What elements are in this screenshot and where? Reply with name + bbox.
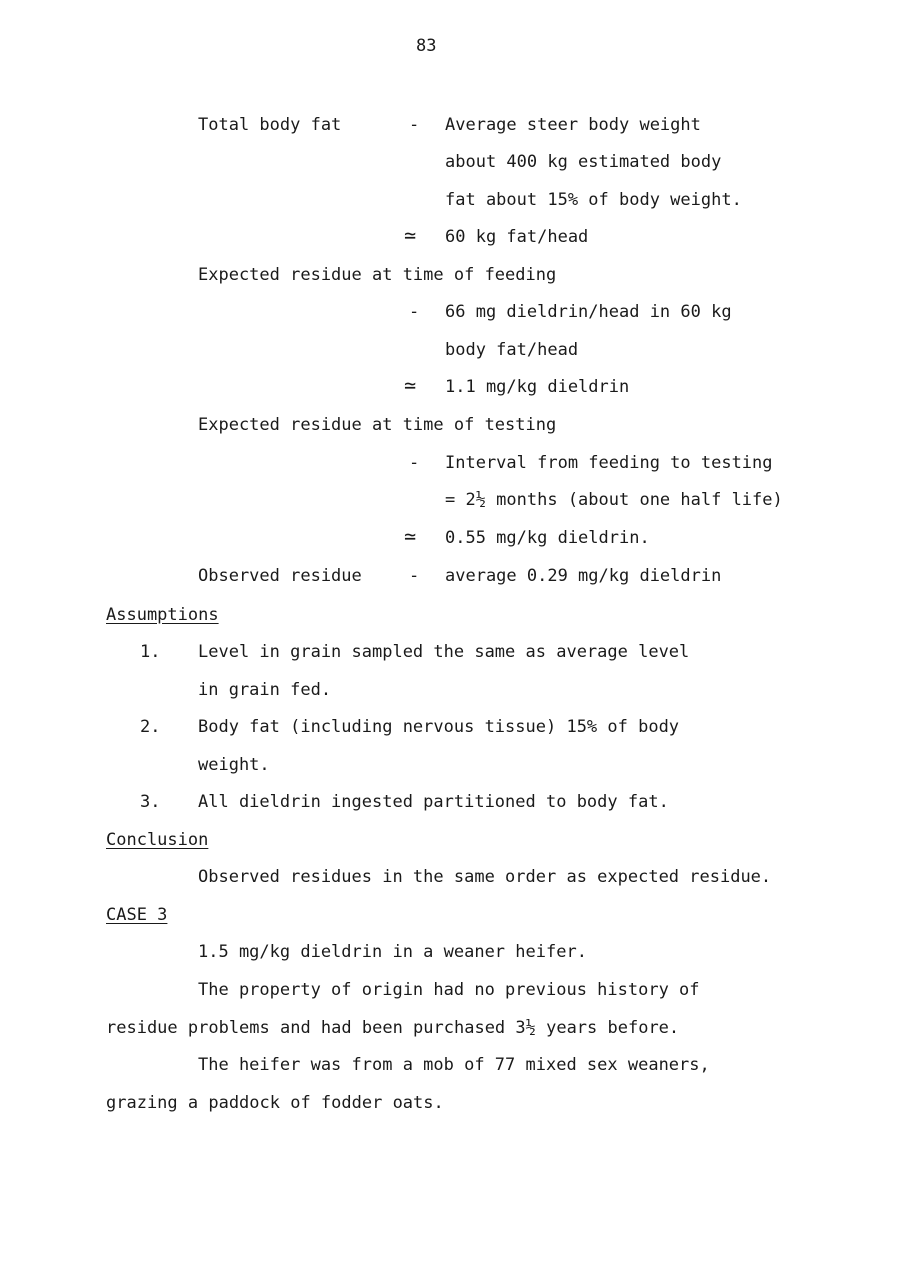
assumption-text: in grain fed.	[198, 680, 332, 700]
assumption-number: 3.	[140, 792, 161, 812]
observed-value: average 0.29 mg/kg dieldrin	[445, 566, 722, 586]
assumption-number: 1.	[140, 642, 161, 662]
body-fat-line: Average steer body weight	[445, 115, 701, 135]
case3-paragraph: The property of origin had no previous history of	[198, 980, 700, 1000]
conclusion-heading: Conclusion	[106, 830, 209, 850]
feeding-line: body fat/head	[445, 340, 579, 360]
observed-label: Observed residue	[198, 566, 362, 586]
assumption-text: weight.	[198, 755, 270, 775]
page-number: 83	[416, 36, 437, 56]
dash: -	[409, 115, 420, 135]
assumption-text: All dieldrin ingested partitioned to body fat.	[198, 792, 669, 812]
total-body-fat-label: Total body fat	[198, 115, 342, 135]
assumption-text: Level in grain sampled the same as average level	[198, 642, 690, 662]
case3-paragraph: grazing a paddock of fodder oats.	[106, 1093, 444, 1113]
approx-symbol: ≃	[404, 223, 417, 247]
conclusion-text: Observed residues in the same order as expected residue.	[198, 867, 772, 887]
dash: -	[409, 453, 420, 473]
testing-line: Interval from feeding to testing	[445, 453, 773, 473]
testing-result: 0.55 mg/kg dieldrin.	[445, 528, 650, 548]
assumption-text: Body fat (including nervous tissue) 15% of body	[198, 717, 680, 737]
feeding-line: 66 mg dieldrin/head in 60 kg	[445, 302, 732, 322]
feeding-heading: Expected residue at time of feeding	[198, 265, 557, 285]
body-fat-result: 60 kg fat/head	[445, 227, 589, 247]
case3-paragraph: The heifer was from a mob of 77 mixed sex weaners,	[198, 1055, 710, 1075]
dash: -	[409, 302, 420, 322]
testing-line: = 2½ months (about one half life)	[445, 490, 783, 510]
dash: -	[409, 566, 420, 586]
testing-heading: Expected residue at time of testing	[198, 415, 557, 435]
body-fat-line: about 400 kg estimated body	[445, 152, 722, 172]
feeding-result: 1.1 mg/kg dieldrin	[445, 377, 630, 397]
approx-symbol: ≃	[404, 373, 417, 397]
assumptions-heading: Assumptions	[106, 605, 219, 625]
case3-paragraph: residue problems and had been purchased 3½ years before.	[106, 1018, 680, 1038]
case3-heading: CASE 3	[106, 905, 168, 925]
approx-symbol: ≃	[404, 524, 417, 548]
case3-paragraph: 1.5 mg/kg dieldrin in a weaner heifer.	[198, 942, 587, 962]
assumption-number: 2.	[140, 717, 161, 737]
body-fat-line: fat about 15% of body weight.	[445, 190, 742, 210]
